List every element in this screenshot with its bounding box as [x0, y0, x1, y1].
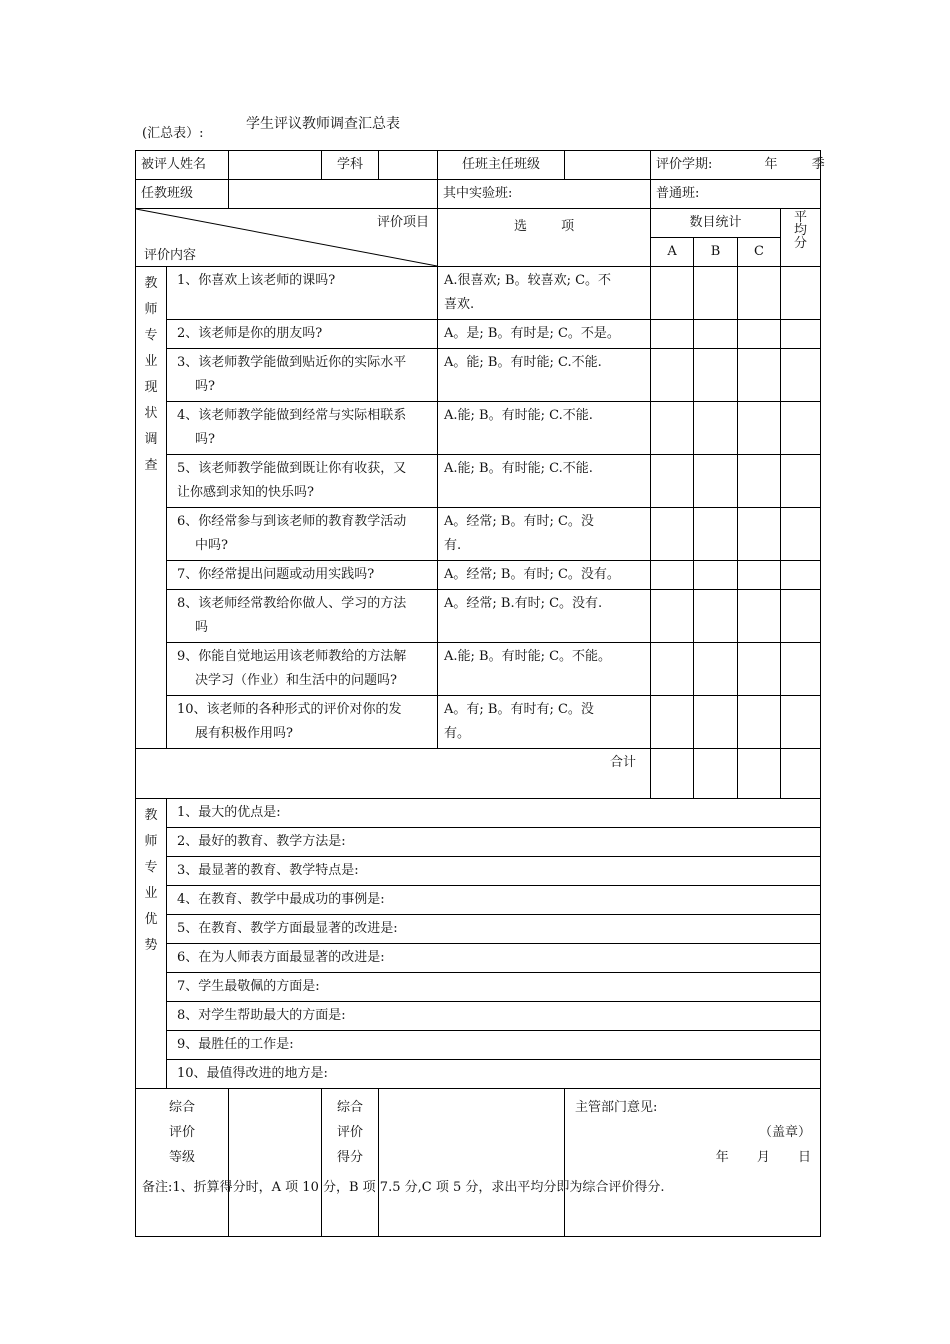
question-row	[136, 402, 821, 455]
question-options: A.很喜欢; B。较喜欢; C。不 喜欢.	[438, 267, 651, 320]
regular-label: 普通班:	[656, 186, 700, 201]
strength-item[interactable]: 4、在教育、教学中最成功的事例是:	[167, 886, 821, 915]
count-a-cell[interactable]	[651, 590, 694, 643]
footnote: 备注:1、折算得分时，A 项 10 分，B 项 7.5 分,C 项 5 分，求出平均分即为综合评价得分.	[142, 1180, 665, 1195]
question-row	[136, 590, 821, 643]
question-text: 6、你经常参与到该老师的教育教学活动 中吗?	[167, 508, 438, 561]
average-cell[interactable]	[781, 402, 821, 455]
count-a-cell[interactable]	[651, 643, 694, 696]
count-c-cell[interactable]	[738, 696, 781, 749]
count-b-cell[interactable]	[694, 696, 738, 749]
count-b-cell[interactable]	[694, 320, 738, 349]
question-text: 9、你能自觉地运用该老师教给的方法解 决学习（作业）和生活中的问题吗?	[167, 643, 438, 696]
question-options: A。能; B。有时能; C.不能.	[438, 349, 651, 402]
regular-class[interactable]	[651, 180, 821, 209]
item-label: 评价项目	[377, 215, 430, 230]
count-a-cell[interactable]	[651, 320, 694, 349]
grade-label: 综合 评价 等级	[136, 1089, 229, 1237]
col-a-header: A	[651, 238, 694, 267]
question-row	[136, 320, 821, 349]
score-value[interactable]	[379, 1089, 565, 1237]
question-row	[136, 561, 821, 590]
class-value[interactable]	[229, 180, 438, 209]
strength-row	[136, 973, 821, 1002]
section1-title: 教 师 专 业 现 状 调 查	[136, 267, 167, 749]
question-text: 5、该老师教学能做到既让你有收获，又 让你感到求知的快乐吗?	[167, 455, 438, 508]
head-teacher-value[interactable]	[565, 151, 651, 180]
question-row	[136, 508, 821, 561]
term-cell[interactable]	[651, 151, 825, 180]
average-cell[interactable]	[781, 643, 821, 696]
average-cell[interactable]	[781, 349, 821, 402]
average-cell[interactable]	[781, 561, 821, 590]
count-c-cell[interactable]	[738, 508, 781, 561]
total-row	[136, 749, 821, 799]
question-options: A。经常; B。有时; C。没 有.	[438, 508, 651, 561]
average-cell[interactable]	[781, 320, 821, 349]
question-options: A。有; B。有时有; C。没 有。	[438, 696, 651, 749]
opinion-date: 年 月 日	[715, 1150, 812, 1165]
question-text: 2、该老师是你的朋友吗?	[167, 320, 438, 349]
evaluation-table	[135, 150, 825, 1237]
count-c-cell[interactable]	[738, 590, 781, 643]
grade-value[interactable]	[229, 1089, 322, 1237]
strength-row	[136, 828, 821, 857]
strength-item[interactable]: 1、最大的优点是:	[167, 799, 821, 828]
count-a-cell[interactable]	[651, 267, 694, 320]
count-a-cell[interactable]	[651, 349, 694, 402]
total-a-cell[interactable]	[651, 749, 694, 799]
question-text: 7、你经常提出问题或动用实践吗?	[167, 561, 438, 590]
question-text: 10、该老师的各种形式的评价对你的发 展有积极作用吗?	[167, 696, 438, 749]
options-header: 选 项	[438, 209, 651, 267]
strength-row	[136, 857, 821, 886]
total-c-cell[interactable]	[738, 749, 781, 799]
count-a-cell[interactable]	[651, 402, 694, 455]
count-c-cell[interactable]	[738, 349, 781, 402]
question-row	[136, 643, 821, 696]
name-label: 被评人姓名	[136, 151, 229, 180]
summary-prefix: (汇总表）:	[142, 126, 204, 141]
count-c-cell[interactable]	[738, 402, 781, 455]
diagonal-header-cell	[136, 209, 438, 267]
subject-value[interactable]	[379, 151, 438, 180]
strength-item[interactable]: 9、最胜任的工作是:	[167, 1031, 821, 1060]
info-row-2	[136, 180, 821, 209]
question-options: A.能; B。有时能; C。不能。	[438, 643, 651, 696]
count-b-cell[interactable]	[694, 508, 738, 561]
count-a-cell[interactable]	[651, 561, 694, 590]
count-c-cell[interactable]	[738, 455, 781, 508]
question-text: 1、你喜欢上该老师的课吗?	[167, 267, 438, 320]
info-row-1	[136, 151, 821, 180]
strength-item[interactable]: 8、对学生帮助最大的方面是:	[167, 1002, 821, 1031]
seal-label: （盖章）	[759, 1125, 812, 1140]
average-header: 平 均 分	[781, 209, 821, 267]
question-row	[136, 267, 821, 320]
question-options: A.能; B。有时能; C.不能.	[438, 402, 651, 455]
strength-row	[136, 915, 821, 944]
strength-item[interactable]: 2、最好的教育、教学方法是:	[167, 828, 821, 857]
col-b-header: B	[694, 238, 738, 267]
score-label: 综合 评价 得分	[322, 1089, 379, 1237]
count-b-cell[interactable]	[694, 455, 738, 508]
strength-row	[136, 1031, 821, 1060]
term-year: 年	[764, 157, 778, 172]
question-row	[136, 349, 821, 402]
count-a-cell[interactable]	[651, 455, 694, 508]
head-teacher-label: 任班主任班级	[438, 151, 565, 180]
count-c-cell[interactable]	[738, 267, 781, 320]
total-b-cell[interactable]	[694, 749, 738, 799]
strength-item[interactable]: 6、在为人师表方面最显著的改进是:	[167, 944, 821, 973]
question-options: A。经常; B。有时; C。没有。	[438, 561, 651, 590]
subject-label: 学科	[322, 151, 379, 180]
question-row	[136, 455, 821, 508]
count-c-cell[interactable]	[738, 643, 781, 696]
count-c-cell[interactable]	[738, 320, 781, 349]
name-value[interactable]	[229, 151, 322, 180]
summary-row	[136, 1089, 821, 1237]
section2-title: 教 师 专 业 优 势	[136, 799, 167, 1089]
question-row	[136, 696, 821, 749]
count-c-cell[interactable]	[738, 561, 781, 590]
question-options: A.能; B。有时能; C.不能.	[438, 455, 651, 508]
question-text: 8、该老师经常教给你做人、学习的方法 吗	[167, 590, 438, 643]
class-label: 任教班级	[136, 180, 229, 209]
term-season: 季	[811, 157, 825, 172]
content-label: 评价内容	[144, 248, 197, 263]
department-opinion[interactable]	[565, 1089, 821, 1237]
question-options: A。是; B。有时是; C。不是。	[438, 320, 651, 349]
count-b-cell[interactable]	[694, 561, 738, 590]
col-c-header: C	[738, 238, 781, 267]
term-label: 评价学期:	[656, 157, 713, 172]
count-a-cell[interactable]	[651, 508, 694, 561]
total-average-cell[interactable]	[781, 749, 821, 799]
question-options: A。经常; B.有时; C。没有.	[438, 590, 651, 643]
average-cell[interactable]	[781, 590, 821, 643]
question-text: 4、该老师教学能做到经常与实际相联系 吗?	[167, 402, 438, 455]
strength-item[interactable]: 5、在教育、教学方面最显著的改进是:	[167, 915, 821, 944]
strength-row	[136, 944, 821, 973]
strength-row	[136, 1002, 821, 1031]
strength-row	[136, 886, 821, 915]
average-cell[interactable]	[781, 455, 821, 508]
stats-header: 数目统计	[651, 209, 781, 238]
strength-row	[136, 1060, 821, 1089]
average-cell[interactable]	[781, 508, 821, 561]
question-text: 3、该老师教学能做到贴近你的实际水平 吗?	[167, 349, 438, 402]
total-label: 合计	[136, 749, 651, 799]
table-header-row-1	[136, 209, 821, 238]
count-b-cell[interactable]	[694, 349, 738, 402]
count-a-cell[interactable]	[651, 696, 694, 749]
experimental-label: 其中实验班:	[443, 186, 513, 201]
page-title: 学生评议教师调查汇总表	[246, 116, 400, 132]
experimental-class[interactable]	[438, 180, 651, 209]
strength-item[interactable]: 10、最值得改进的地方是:	[167, 1060, 821, 1089]
average-cell[interactable]	[781, 267, 821, 320]
count-b-cell[interactable]	[694, 590, 738, 643]
strength-item[interactable]: 3、最显著的教育、教学特点是:	[167, 857, 821, 886]
count-b-cell[interactable]	[694, 267, 738, 320]
count-b-cell[interactable]	[694, 643, 738, 696]
average-cell[interactable]	[781, 696, 821, 749]
strength-row	[136, 799, 821, 828]
opinion-label: 主管部门意见:	[575, 1100, 658, 1115]
strength-item[interactable]: 7、学生最敬佩的方面是:	[167, 973, 821, 1002]
count-b-cell[interactable]	[694, 402, 738, 455]
